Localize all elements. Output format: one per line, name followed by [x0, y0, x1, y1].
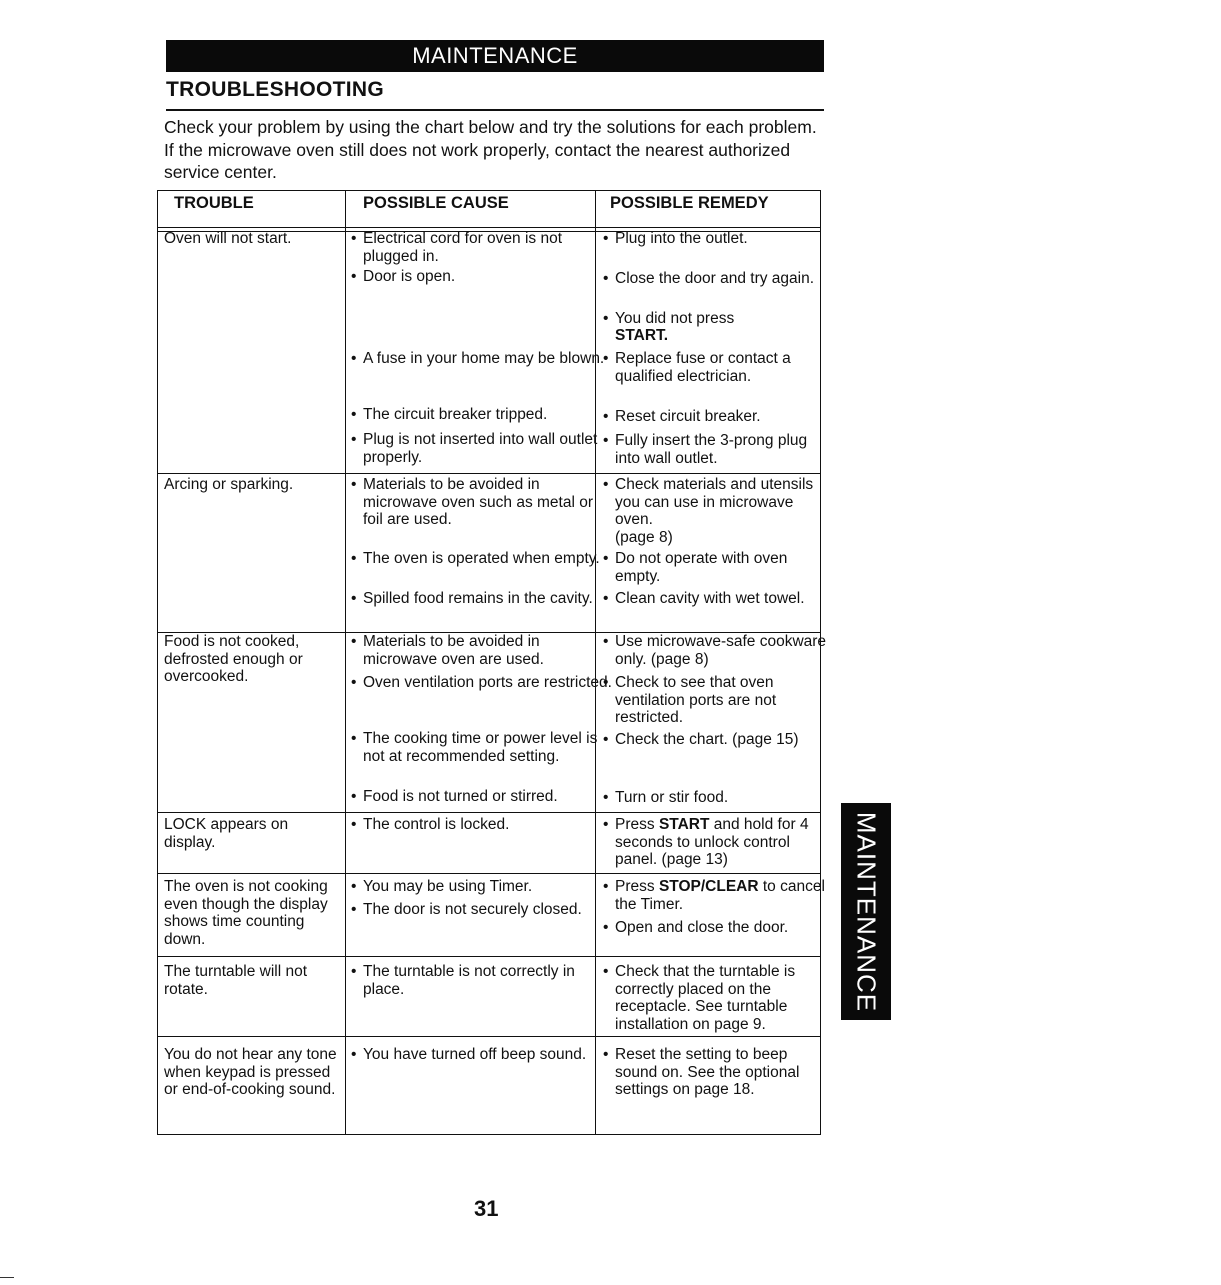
- cause-item: • Oven ventilation ports are restricted.: [351, 674, 613, 692]
- remedy-item: [603, 816, 833, 869]
- cause-item: • Door is open.: [351, 268, 613, 286]
- remedy-item: • Fully insert the 3-prong plug into wall outlet.: [603, 432, 833, 467]
- remedy-item: • Close the door and try again.: [603, 270, 833, 288]
- trouble-cell: Oven will not start.: [164, 230, 292, 247]
- cause-item: • Spilled food remains in the cavity.: [351, 590, 613, 608]
- trouble-cell: Food is not cooked, defrosted enough or overcooked.: [164, 633, 303, 685]
- cause-item: • You have turned off beep sound.: [351, 1046, 613, 1064]
- remedy-item: • Check the chart. (page 15): [603, 731, 833, 749]
- row-divider: [158, 956, 820, 957]
- trouble-cell: LOCK appears on display.: [164, 816, 289, 851]
- section-title: TROUBLESHOOTING: [166, 78, 384, 101]
- cause-item: • The door is not securely closed.: [351, 901, 613, 919]
- stop-clear-key-label: STOP/CLEAR: [658, 878, 759, 895]
- cause-item: • The control is locked.: [351, 816, 613, 834]
- remedy-item-page-ref: (page 8): [615, 529, 673, 546]
- row-divider: [158, 873, 820, 874]
- remedy-item: • Check materials and utensils you can use in microwave oven.: [603, 476, 833, 529]
- section-banner: MAINTENANCE: [166, 40, 824, 72]
- trouble-cell: You do not hear any tone when keypad is pressed or end-of-cooking sound.: [164, 1046, 337, 1098]
- remedy-item-key: START.: [615, 327, 669, 344]
- page-number: 31: [474, 1196, 499, 1221]
- side-section-tab: [841, 803, 891, 1020]
- cause-item: • Plug is not inserted into wall outlet properly.: [351, 431, 613, 466]
- header-trouble: TROUBLE: [174, 194, 254, 212]
- column-divider: [345, 190, 346, 1134]
- remedy-item: • Open and close the door.: [603, 919, 833, 937]
- corner-mark: [0, 1277, 14, 1278]
- remedy-text: to cancel the Timer.: [615, 878, 825, 913]
- cause-item: • A fuse in your home may be blown.: [351, 350, 613, 368]
- trouble-cell: The oven is not cooking even though the display shows time counting down.: [164, 878, 328, 948]
- remedy-text: Press: [615, 878, 655, 895]
- remedy-item: • Reset the setting to beep sound on. See the optional settings on page 18.: [603, 1046, 833, 1099]
- remedy-item: [603, 878, 833, 913]
- cause-item: • The cooking time or power level is not at recommended setting.: [351, 730, 613, 765]
- cause-item: • The circuit breaker tripped.: [351, 406, 613, 424]
- cause-item: • The turntable is not correctly in place.: [351, 963, 613, 998]
- remedy-text: and hold for 4 seconds to unlock control panel. (page 13): [615, 816, 809, 868]
- remedy-item: • Check to see that oven ventilation ports are not restricted.: [603, 674, 833, 727]
- remedy-item: • Check that the turntable is correctly placed on the receptacle. See turntable installation on page 9.: [603, 963, 833, 1033]
- start-key-label: START: [658, 816, 710, 833]
- row-divider: [158, 473, 820, 474]
- trouble-cell: The turntable will not rotate.: [164, 963, 308, 998]
- title-rule: [166, 109, 824, 111]
- remedy-item: • Do not operate with oven empty.: [603, 550, 833, 585]
- side-tab-label: MAINTENANCE: [851, 811, 882, 1012]
- header-possible-remedy: POSSIBLE REMEDY: [610, 194, 769, 212]
- cause-item: • Materials to be avoided in microwave oven such as metal or foil are used.: [351, 476, 613, 529]
- row-divider: [158, 812, 820, 813]
- intro-paragraph: Check your problem by using the chart below and try the solutions for each problem. If the microwave oven still does not work properly, contact the nearest authorized service center.: [164, 117, 817, 182]
- remedy-item: • Reset circuit breaker.: [603, 408, 833, 426]
- remedy-item: • Clean cavity with wet towel.: [603, 590, 833, 608]
- remedy-item: • Use microwave-safe cookware only. (page 8): [603, 633, 833, 668]
- cause-item: • You may be using Timer.: [351, 878, 613, 896]
- cause-item: • The oven is operated when empty.: [351, 550, 613, 568]
- trouble-cell: Arcing or sparking.: [164, 476, 294, 493]
- remedy-item: • Replace fuse or contact a qualified electrician.: [603, 350, 833, 385]
- header-possible-cause: POSSIBLE CAUSE: [363, 194, 509, 212]
- cause-item: • Electrical cord for oven is not plugged in.: [351, 230, 613, 265]
- remedy-text: Press: [615, 816, 655, 833]
- cause-item: • Materials to be avoided in microwave oven are used.: [351, 633, 613, 668]
- remedy-item: • Plug into the outlet.: [603, 230, 833, 248]
- row-divider: [158, 1036, 820, 1037]
- troubleshooting-table: [157, 190, 827, 1135]
- remedy-item: • Turn or stir food.: [603, 789, 833, 807]
- remedy-item: • You did not press: [603, 310, 833, 328]
- cause-item: • Food is not turned or stirred.: [351, 788, 613, 806]
